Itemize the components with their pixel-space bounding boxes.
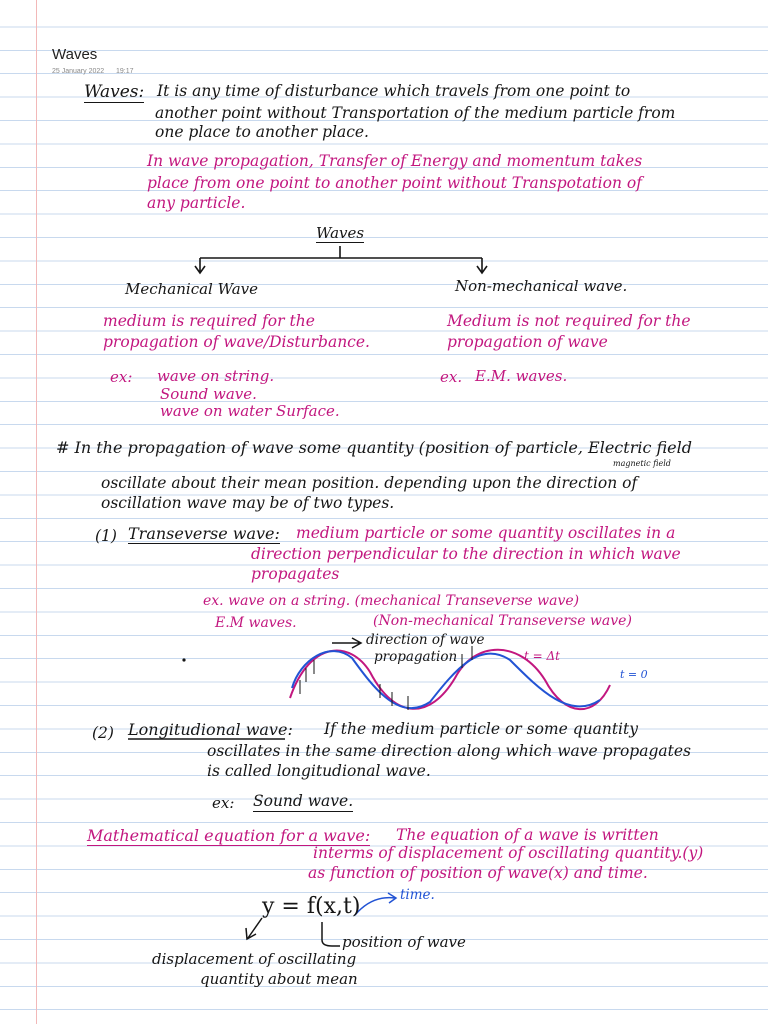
tree-arrow-right xyxy=(477,258,487,273)
wave-label-t0: t = 0 xyxy=(620,668,648,681)
def-label: Waves: xyxy=(84,82,145,102)
mechanical-title: Mechanical Wave xyxy=(125,280,259,298)
transverse-title: Transeverse wave: xyxy=(128,524,280,543)
equation-time-label: time. xyxy=(400,887,435,903)
wave-direction-label-1: direction of wave xyxy=(366,632,485,648)
non-mechanical-ex-label: ex. xyxy=(440,368,463,386)
page-date: 25 January 2022 xyxy=(52,68,105,75)
wave-direction-label-2: propagation xyxy=(374,649,458,665)
eq-arrow-position xyxy=(322,922,340,946)
longitudinal-line-2: oscillates in the same direction along which wave propagates xyxy=(207,742,691,760)
mechanical-desc-2: propagation of wave/Disturbance. xyxy=(103,333,370,351)
propagation-line-2: place from one point to another point without Transpotation of xyxy=(147,174,642,192)
longitudinal-title: Longitudional wave: xyxy=(128,720,293,739)
oscillation-line-3: oscillation wave may be of two types. xyxy=(101,494,395,512)
math-line-1: The equation of a wave is written xyxy=(396,826,659,844)
def-line-2: another point without Transportation of the medium particle from xyxy=(155,104,676,122)
eq-arrow-time xyxy=(355,893,396,915)
oscillation-line-2: oscillate about their mean position. depending upon the direction of xyxy=(101,474,638,492)
propagation-line-1: In wave propagation, Transfer of Energy and momentum takes xyxy=(147,152,643,170)
wave-equation: y = f(x,t) xyxy=(262,894,361,919)
longitudinal-line-1: If the medium particle or some quantity xyxy=(324,720,639,738)
wave-label-t-dt: t = Δt xyxy=(524,649,560,663)
transverse-number: (1) xyxy=(95,527,117,545)
tree-root: Waves xyxy=(316,224,365,242)
mechanical-example-3: wave on water Surface. xyxy=(160,402,340,420)
tree-stem xyxy=(200,246,482,258)
oscillation-small-note: magnetic field xyxy=(613,459,671,468)
def-line-1: It is any time of disturbance which travels from one point to xyxy=(157,82,631,100)
mechanical-desc-1: medium is required for the xyxy=(103,312,315,330)
stray-dot xyxy=(182,658,185,661)
equation-displacement-1: displacement of oscillating xyxy=(152,950,357,968)
longitudinal-ex-label: ex: xyxy=(212,794,235,812)
eq-arrow-disp xyxy=(246,918,262,939)
transverse-line-1: medium particle or some quantity oscillates in a xyxy=(296,524,676,542)
transverse-example-2: E.M waves. xyxy=(215,615,297,631)
def-line-3: one place to another place. xyxy=(155,123,369,141)
equation-position-label: position of wave xyxy=(342,933,466,951)
page-title: Waves xyxy=(52,46,98,63)
longitudinal-number: (2) xyxy=(92,724,114,742)
mechanical-ex-label: ex: xyxy=(110,368,133,386)
propagation-line-3: any particle. xyxy=(147,194,246,212)
direction-arrow xyxy=(332,638,361,648)
mechanical-example-2: Sound wave. xyxy=(160,385,257,403)
transverse-example-1: ex. wave on a string. (mechanical Transeverse wave) xyxy=(203,593,580,609)
longitudinal-line-3: is called longitudional wave. xyxy=(207,762,431,780)
longitudinal-example: Sound wave. xyxy=(253,792,354,810)
non-mechanical-example: E.M. waves. xyxy=(475,367,568,385)
math-line-2: interms of displacement of oscillating quantity.(y) xyxy=(313,844,704,862)
non-mechanical-desc-2: propagation of wave xyxy=(447,333,608,351)
tree-arrow-left xyxy=(195,258,205,273)
math-line-3: as function of position of wave(x) and time. xyxy=(308,864,648,882)
transverse-example-2b: (Non-mechanical Transeverse wave) xyxy=(373,613,632,629)
math-title: Mathematical equation for a wave: xyxy=(87,826,371,845)
page-time: 19:17 xyxy=(116,68,134,75)
mechanical-example-1: wave on string. xyxy=(157,367,275,385)
non-mechanical-desc-1: Medium is not required for the xyxy=(447,312,691,330)
transverse-line-3: propagates xyxy=(251,565,340,583)
transverse-line-2: direction perpendicular to the direction in which wave xyxy=(251,545,681,563)
oscillation-line-1: # In the propagation of wave some quantity (position of particle, Electric field xyxy=(56,438,692,457)
non-mechanical-title: Non-mechanical wave. xyxy=(455,277,628,295)
equation-displacement-2: quantity about mean xyxy=(200,970,358,988)
